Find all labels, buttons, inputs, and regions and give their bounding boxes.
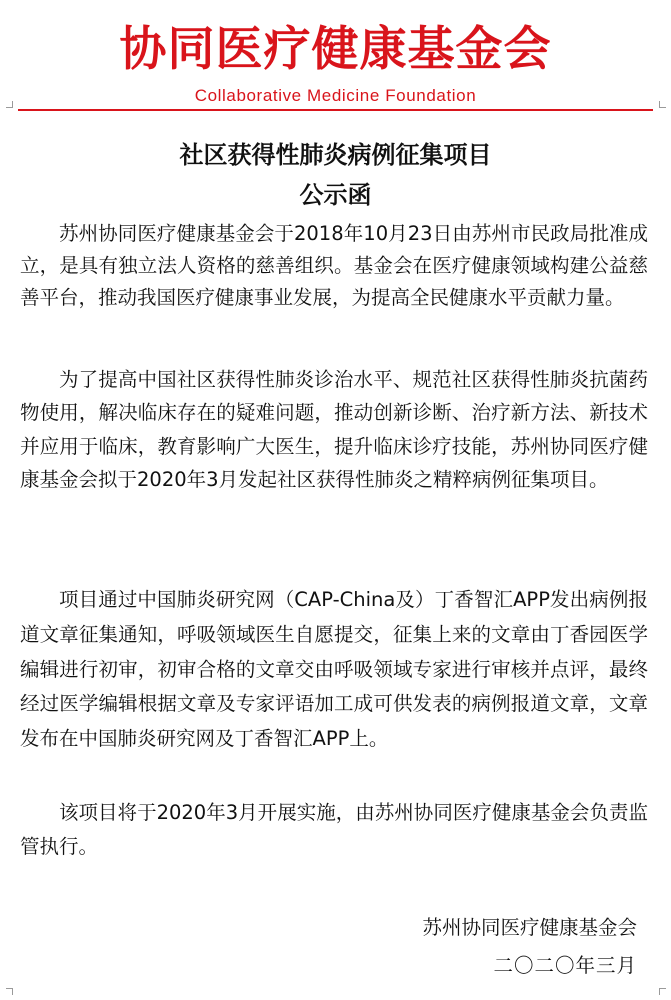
signature-date: 二〇二〇年三月 bbox=[493, 954, 637, 977]
paragraph-implementation: 该项目将于2020年3月开展实施，由苏州协同医疗健康基金会负责监管执行。 bbox=[20, 801, 648, 858]
paragraph-project-process: 项目通过中国肺炎研究网（CAP-China及）丁香智汇APP发出病例报道文章征集通知，呼吸领域医生自愿提交，征集上来的文章由丁香园医学编辑进行初审，初审合格的文章交由呼吸领域专家进行审核并点评，最终经过医学编辑根据文章及专家评语加工成可供发表的病例报道文章，文章发布在中国肺炎研究网及丁香智汇APP上。 bbox=[20, 588, 648, 751]
paragraph-project-purpose: 为了提高中国社区获得性肺炎诊治水平、规范社区获得性肺炎抗菌药物使用，解决临床存在的疑难问题，推动创新诊断、治疗新方法、新技术并应用于临床，教育影响广大医生，提升临床诊疗技能，苏州协同医疗健康基金会拟于2020年3月发起社区获得性肺炎之精粹病例征集项目。 bbox=[20, 368, 648, 492]
crop-mark-top-right bbox=[659, 101, 666, 108]
paragraph-foundation-intro: 苏州协同医疗健康基金会于2018年10月23日由苏州市民政局批准成立，是具有独立法人资格的慈善组织。基金会在医疗健康领域构建公益慈善平台，推动我国医疗健康事业发展，为提高全民健康水平贡献力量。 bbox=[20, 222, 648, 309]
document-title: 社区获得性肺炎病例征集项目 bbox=[179, 141, 492, 169]
letterhead-divider bbox=[18, 109, 653, 111]
crop-mark-bottom-left bbox=[6, 988, 13, 995]
letterhead-english-name: Collaborative Medicine Foundation bbox=[194, 86, 477, 105]
letterhead-chinese-name: 协同医疗健康基金会 bbox=[119, 22, 552, 77]
document-subtitle: 公示函 bbox=[299, 181, 372, 209]
letterhead bbox=[0, 0, 671, 112]
crop-mark-top-left bbox=[6, 101, 13, 108]
signature-organization: 苏州协同医疗健康基金会 bbox=[422, 916, 637, 939]
crop-mark-bottom-right bbox=[659, 988, 666, 995]
